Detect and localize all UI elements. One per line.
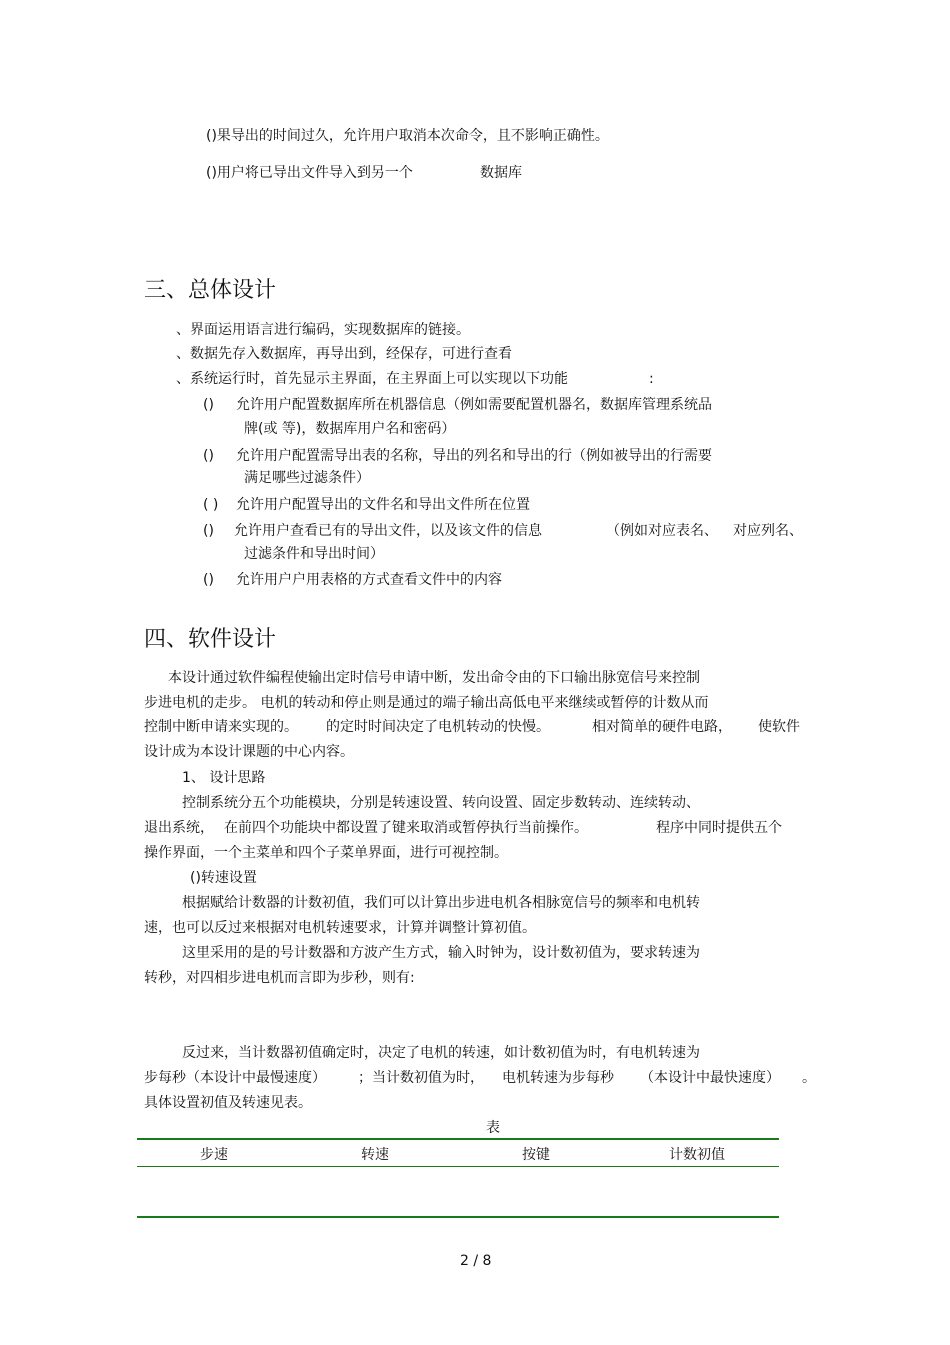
text-line: 、系统运行时，首先显示主界面，在主界面上可以实现以下功能 [176, 371, 568, 387]
text-line: （本设计中最快速度） [640, 1070, 780, 1086]
list-item-text: 允许用户户用表格的方式查看文件中的内容 [236, 572, 502, 588]
subheading: ()转速设置 [190, 870, 257, 886]
list-item-text: （例如对应表名、 [606, 523, 718, 539]
text-line: 反过来，当计数器初值确定时，决定了电机的转速，如计数初值为时，有电机转速为 [182, 1045, 700, 1061]
text-line: 步进电机的走步。 电机的转动和停止则是通过的端子输出高低电平来继续或暂停的计数从而 [144, 695, 709, 711]
text-line: : [649, 371, 654, 387]
text-line: 设计成为本设计课题的中心内容。 [144, 744, 354, 760]
text-line: 程序中同时提供五个 [656, 820, 782, 836]
text-line: 、界面运用语言进行编码，实现数据库的链接。 [176, 322, 470, 338]
text-line: 转秒，对四相步进电机而言即为步秒，则有: [144, 970, 415, 986]
text-line: 本设计通过软件编程使输出定时信号申请中断，发出命令由的下口输出脉宽信号来控制 [168, 670, 700, 686]
list-marker: ( ) [203, 497, 219, 513]
subheading: 1、 设计思路 [182, 770, 266, 786]
table-header-rule [137, 1166, 779, 1167]
list-marker: () [203, 523, 214, 539]
list-marker: () [203, 448, 214, 464]
text-line: 控制系统分五个功能模块，分别是转速设置、转向设置、固定步数转动、连续转动、 [182, 795, 700, 811]
text-line: 退出系统， [144, 820, 214, 836]
table-top-rule [137, 1138, 779, 1140]
table-header-cell: 转速 [361, 1147, 389, 1163]
list-item-text: 允许用户配置数据库所在机器信息（例如需要配置机器名，数据库管理系统品 [236, 397, 712, 413]
list-item-text: 过滤条件和导出时间） [244, 546, 384, 562]
text-line: 、数据先存入数据库，再导出到，经保存，可进行查看 [176, 346, 512, 362]
text-line: 使软件 [758, 719, 800, 735]
text-line: ；当计数初值为时， [358, 1070, 484, 1086]
text-line: 这里采用的是的号计数器和方波产生方式，输入时钟为，设计数初值为，要求转速为 [182, 945, 700, 961]
list-marker: () [203, 397, 214, 413]
list-marker: () [203, 572, 214, 588]
text-line: 具体设置初值及转速见表。 [144, 1095, 312, 1111]
table-caption: 表 [486, 1120, 500, 1136]
list-item-text: 允许用户查看已有的导出文件，以及该文件的信息 [234, 523, 542, 539]
table-header-cell: 步速 [200, 1147, 228, 1163]
text-line: 在前四个功能块中都设置了键来取消或暂停执行当前操作。 [224, 820, 588, 836]
text-line: 操作界面，一个主菜单和四个子菜单界面，进行可视控制。 [144, 845, 508, 861]
list-item-text: 允许用户配置需导出表的名称，导出的列名和导出的行（例如被导出的行需要 [236, 448, 712, 464]
list-item-text: 牌(或 等)，数据库用户名和密码） [244, 421, 456, 437]
table-header-cell: 计数初值 [669, 1147, 725, 1163]
text-line: ()用户将已导出文件导入到另一个 [206, 165, 413, 181]
list-item-text: 允许用户配置导出的文件名和导出文件所在位置 [236, 497, 530, 513]
section-heading: 四、软件设计 [144, 627, 277, 652]
page-number: 2 / 8 [460, 1253, 492, 1269]
text-line: 电机转速为步每秒 [502, 1070, 614, 1086]
text-line: 。 [802, 1070, 816, 1086]
text-line: ()果导出的时间过久，允许用户取消本次命令，且不影响正确性。 [206, 128, 609, 144]
text-line: 速，也可以反过来根据对电机转速要求，计算并调整计算初值。 [144, 920, 536, 936]
text-line: 相对简单的硬件电路， [592, 719, 732, 735]
list-item-text: 满足哪些过滤条件） [244, 470, 370, 486]
list-item-text: 对应列名、 [733, 523, 803, 539]
text-line: 根据赋给计数器的计数初值，我们可以计算出步进电机各相脉宽信号的频率和电机转 [182, 895, 700, 911]
table-bottom-rule [137, 1216, 779, 1218]
text-line: 数据库 [480, 165, 522, 181]
text-line: 的定时时间决定了电机转动的快慢。 [326, 719, 550, 735]
text-line: 步每秒（本设计中最慢速度） [144, 1070, 326, 1086]
table-header-cell: 按键 [522, 1147, 550, 1163]
text-line: 控制中断申请来实现的。 [144, 719, 298, 735]
section-heading: 三、总体设计 [144, 278, 277, 303]
